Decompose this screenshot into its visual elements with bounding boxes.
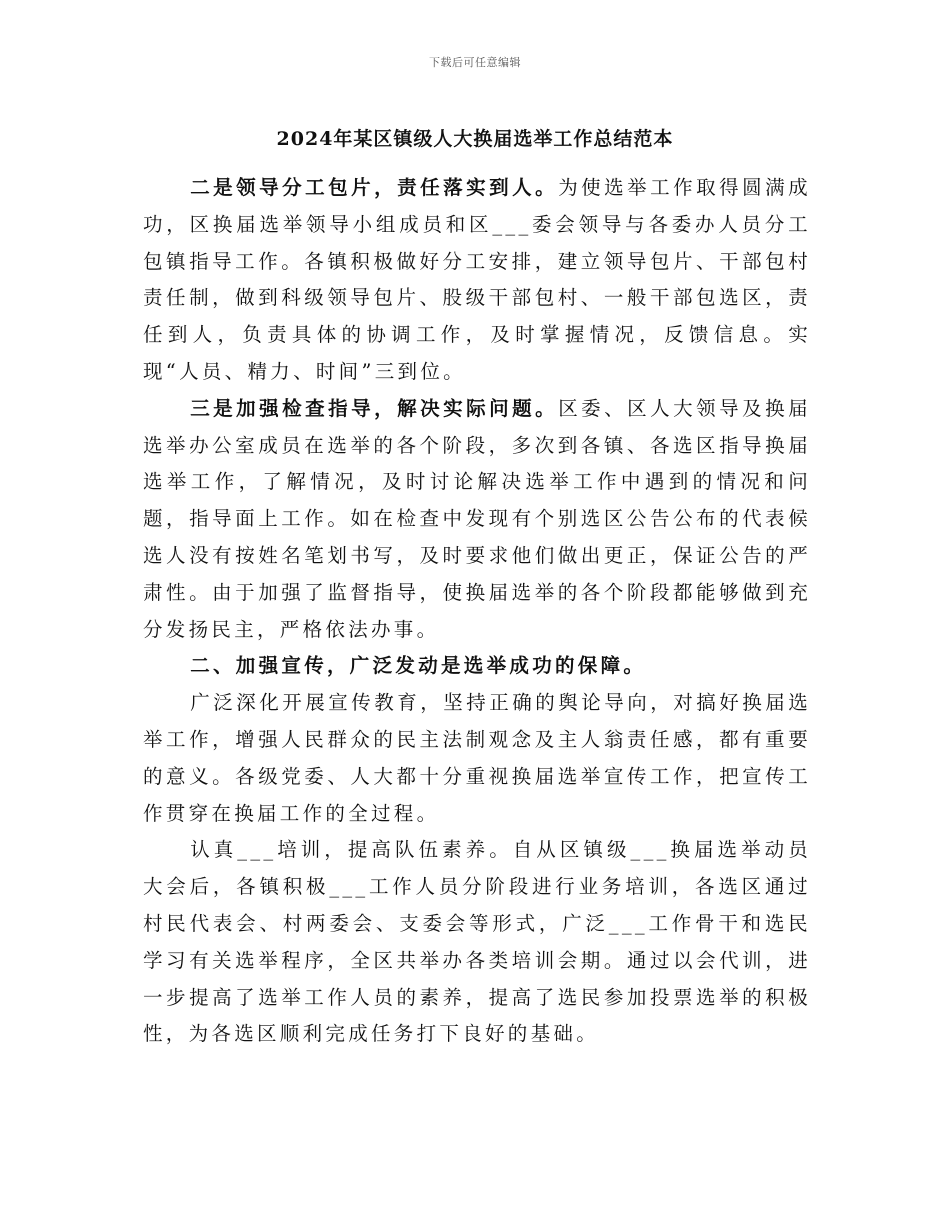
paragraph-text: 广泛深化开展宣传教育，坚持正确的舆论导向，对搞好换届选举工作，增强人民群众的民主法制观念及主人翁责任感，都有重要的意义。各级党委、人大都十分重视换届选举宣传工作，把宣传工作贯穿在换届工作的全过程。 [143, 691, 811, 825]
paragraph-training [143, 832, 811, 1053]
paragraph-leadership-division [143, 170, 811, 391]
page-header-note: 下载后可任意编辑 [429, 56, 521, 69]
paragraph-publicity-education [143, 685, 811, 832]
paragraph-inspection-guidance [143, 391, 811, 649]
paragraph-lead: 三是加强检查指导，解决实际问题。 [190, 396, 559, 420]
paragraph-lead: 二是领导分工包片，责任落实到人。 [190, 176, 559, 199]
paragraph-text: 为使选举工作取得圆满成功，区换届选举领导小组成员和区___委会领导与各委办人员分工包镇指导工作。各镇积极做好分工安排，建立领导包片、干部包村责任制，做到科级领导包片、股级干部包村、一般干部包选区，责任到人，负责具体的协调工作，及时掌握情况，反馈信息。实现“人员、精力、时间”三到位。 [143, 176, 811, 383]
paragraph-text: 认真___培训，提高队伍素养。自从区镇级___换届选举动员大会后，各镇积极___工作人员分阶段进行业务培训，各选区通过村民代表会、村两委会、支委会等形式，广泛___工作骨干和选民学习有关选举程序，全区共举办各类培训会期。通过以会代训，进一步提高了选举工作人员的素养，提高了选民参加投票选举的积极性，为各选区顺利完成任务打下良好的基础。 [143, 838, 811, 1046]
paragraph-text: 区委、区人大领导及换届选举办公室成员在选举的各个阶段，多次到各镇、各选区指导换届选举工作，了解情况，及时讨论解决选举工作中遇到的情况和问题，指导面上工作。如在检查中发现有个别选区公告公布的代表候选人没有按姓名笔划书写，及时要求他们做出更正，保证公告的严肃性。由于加强了监督指导，使换届选举的各个阶段都能够做到充分发扬民主，严格依法办事。 [143, 396, 811, 641]
paragraph-lead: 二、加强宣传，广泛发动是选举成功的保障。 [190, 654, 647, 678]
section-heading-publicity [143, 648, 811, 685]
document-title: 2024年某区镇级人大换届选举工作总结范本 [276, 128, 674, 150]
document-body [143, 170, 811, 1053]
